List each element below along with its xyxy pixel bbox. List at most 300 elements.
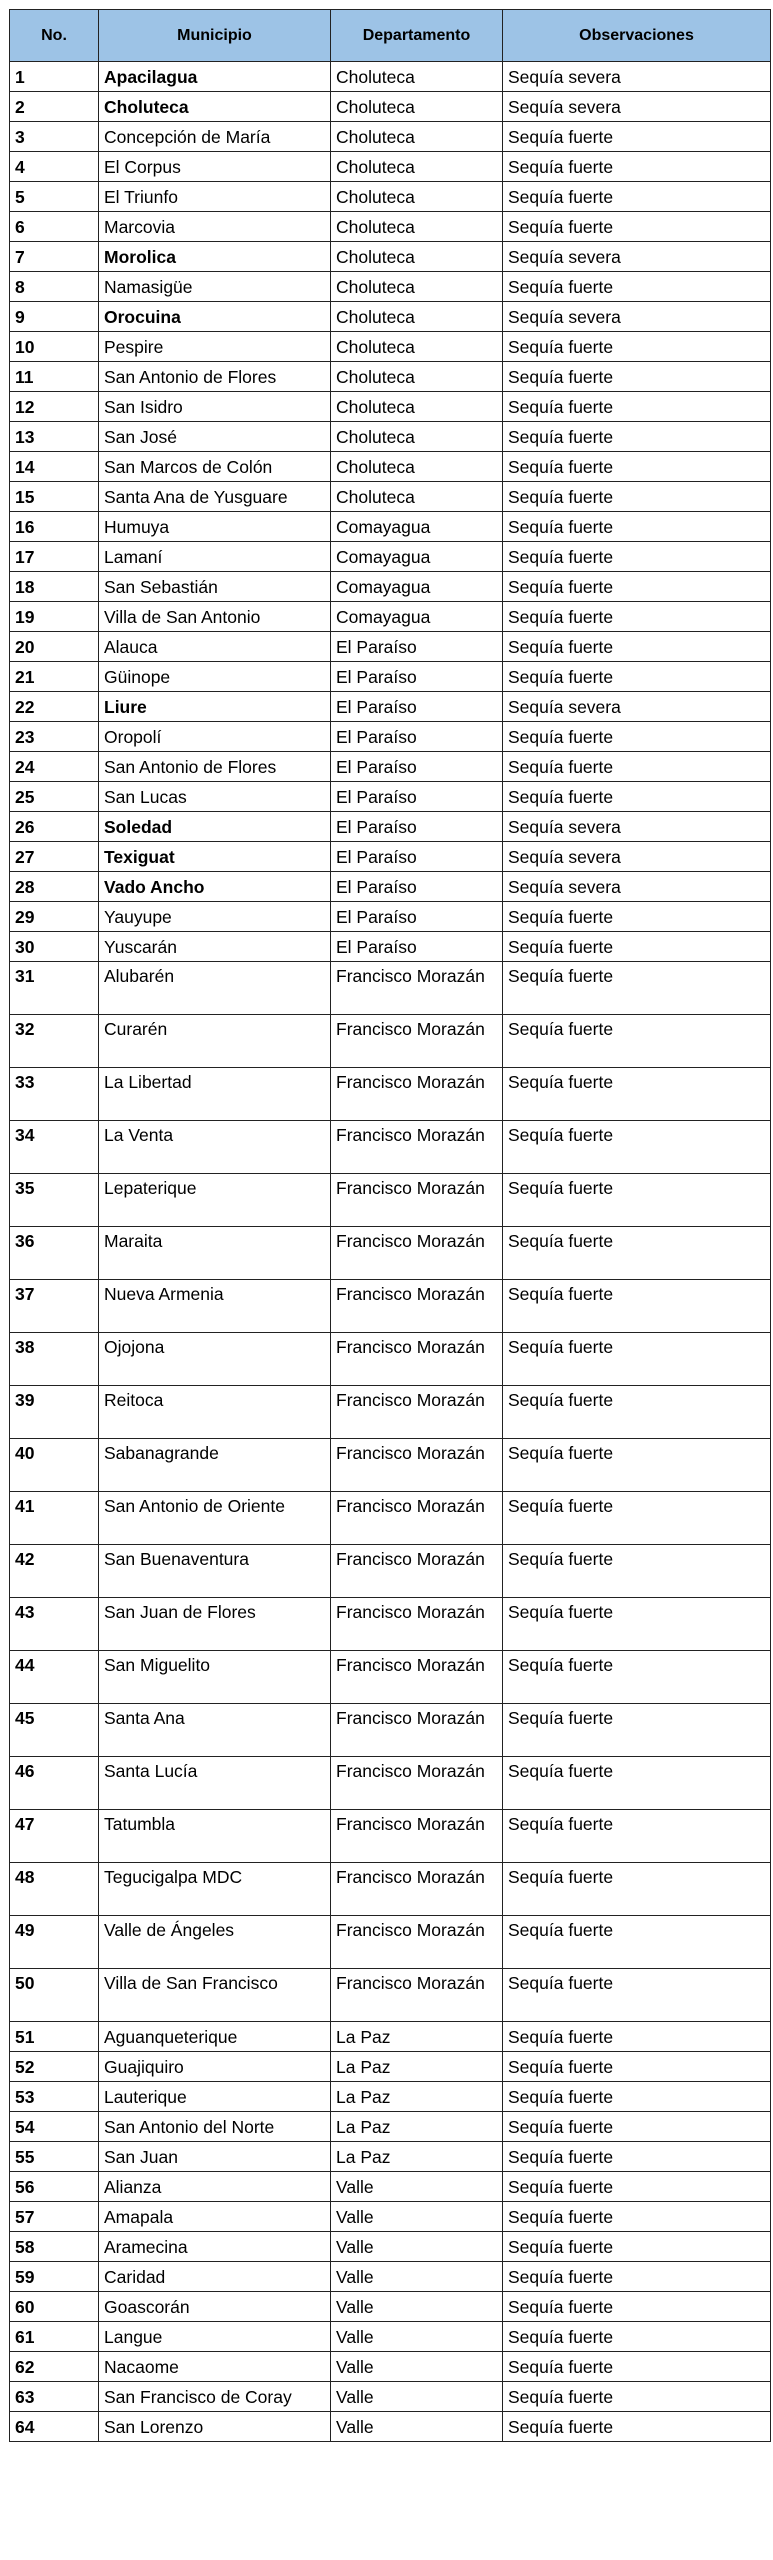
departamento-cell: Choluteca (331, 302, 503, 332)
observaciones-cell: Sequía fuerte (503, 332, 771, 362)
municipio-cell: Yuscarán (99, 932, 331, 962)
row-number: 62 (10, 2352, 99, 2382)
table-row (10, 2082, 771, 2112)
row-number: 2 (10, 92, 99, 122)
table-row (10, 2322, 771, 2352)
header-municipio: Municipio (99, 10, 331, 62)
municipio-cell: Marcovia (99, 212, 331, 242)
row-number: 21 (10, 662, 99, 692)
observaciones-cell: Sequía fuerte (503, 2382, 771, 2412)
table-row (10, 2262, 771, 2292)
row-number: 18 (10, 572, 99, 602)
observaciones-cell: Sequía fuerte (503, 2202, 771, 2232)
observaciones-cell: Sequía severa (503, 692, 771, 722)
municipio-cell: San Antonio de Flores (99, 362, 331, 392)
table-row (10, 1227, 771, 1280)
row-number: 37 (10, 1280, 99, 1333)
observaciones-cell: Sequía fuerte (503, 1651, 771, 1704)
observaciones-cell: Sequía fuerte (503, 362, 771, 392)
observaciones-cell: Sequía fuerte (503, 902, 771, 932)
header-observaciones: Observaciones (503, 10, 771, 62)
observaciones-cell: Sequía fuerte (503, 1015, 771, 1068)
table-row (10, 1386, 771, 1439)
observaciones-cell: Sequía fuerte (503, 932, 771, 962)
table-row (10, 1333, 771, 1386)
observaciones-cell: Sequía fuerte (503, 1280, 771, 1333)
row-number: 49 (10, 1916, 99, 1969)
observaciones-cell: Sequía fuerte (503, 2022, 771, 2052)
municipio-cell: El Corpus (99, 152, 331, 182)
row-number: 23 (10, 722, 99, 752)
table-row (10, 2382, 771, 2412)
row-number: 55 (10, 2142, 99, 2172)
observaciones-cell: Sequía fuerte (503, 2322, 771, 2352)
row-number: 5 (10, 182, 99, 212)
row-number: 31 (10, 962, 99, 1015)
observaciones-cell: Sequía severa (503, 842, 771, 872)
municipio-cell: Concepción de María (99, 122, 331, 152)
municipio-cell: Guajiquiro (99, 2052, 331, 2082)
departamento-cell: Francisco Morazán (331, 1810, 503, 1863)
observaciones-cell: Sequía severa (503, 242, 771, 272)
municipio-cell: Lauterique (99, 2082, 331, 2112)
row-number: 27 (10, 842, 99, 872)
table-row (10, 1863, 771, 1916)
table-row (10, 722, 771, 752)
municipio-cell: Vado Ancho (99, 872, 331, 902)
municipio-cell: San Buenaventura (99, 1545, 331, 1598)
row-number: 8 (10, 272, 99, 302)
observaciones-cell: Sequía fuerte (503, 152, 771, 182)
table-row (10, 2022, 771, 2052)
table-row (10, 542, 771, 572)
observaciones-cell: Sequía fuerte (503, 422, 771, 452)
observaciones-cell: Sequía fuerte (503, 1545, 771, 1598)
departamento-cell: Francisco Morazán (331, 1121, 503, 1174)
header-no: No. (10, 10, 99, 62)
municipio-cell: Nueva Armenia (99, 1280, 331, 1333)
municipio-cell: San Miguelito (99, 1651, 331, 1704)
municipio-cell: Valle de Ángeles (99, 1916, 331, 1969)
departamento-cell: Choluteca (331, 92, 503, 122)
municipio-cell: Morolica (99, 242, 331, 272)
table-row (10, 362, 771, 392)
table-row (10, 182, 771, 212)
departamento-cell: Choluteca (331, 362, 503, 392)
departamento-cell: Comayagua (331, 602, 503, 632)
table-row (10, 2172, 771, 2202)
table-row (10, 2352, 771, 2382)
table-row (10, 602, 771, 632)
observaciones-cell: Sequía fuerte (503, 2172, 771, 2202)
row-number: 22 (10, 692, 99, 722)
table-header (10, 10, 771, 62)
departamento-cell: Comayagua (331, 512, 503, 542)
table-row (10, 2112, 771, 2142)
observaciones-cell: Sequía fuerte (503, 1333, 771, 1386)
header-departamento: Departamento (331, 10, 503, 62)
observaciones-cell: Sequía fuerte (503, 272, 771, 302)
municipio-cell: San Lucas (99, 782, 331, 812)
row-number: 42 (10, 1545, 99, 1598)
municipio-cell: Aramecina (99, 2232, 331, 2262)
row-number: 29 (10, 902, 99, 932)
departamento-cell: Francisco Morazán (331, 1280, 503, 1333)
table-row (10, 1651, 771, 1704)
observaciones-cell: Sequía fuerte (503, 782, 771, 812)
municipio-cell: San Marcos de Colón (99, 452, 331, 482)
municipio-cell: San Francisco de Coray (99, 2382, 331, 2412)
observaciones-cell: Sequía fuerte (503, 572, 771, 602)
departamento-cell: Choluteca (331, 452, 503, 482)
municipio-cell: San Antonio de Flores (99, 752, 331, 782)
municipio-cell: Goascorán (99, 2292, 331, 2322)
municipio-cell: Santa Lucía (99, 1757, 331, 1810)
observaciones-cell: Sequía severa (503, 872, 771, 902)
table-row (10, 1492, 771, 1545)
departamento-cell: Choluteca (331, 62, 503, 92)
row-number: 64 (10, 2412, 99, 2442)
observaciones-cell: Sequía fuerte (503, 1068, 771, 1121)
observaciones-cell: Sequía fuerte (503, 602, 771, 632)
departamento-cell: Francisco Morazán (331, 1174, 503, 1227)
observaciones-cell: Sequía fuerte (503, 1174, 771, 1227)
municipio-cell: Reitoca (99, 1386, 331, 1439)
drought-municipalities-table (9, 9, 771, 2442)
municipio-cell: San Sebastián (99, 572, 331, 602)
departamento-cell: Valle (331, 2382, 503, 2412)
row-number: 51 (10, 2022, 99, 2052)
departamento-cell: La Paz (331, 2142, 503, 2172)
observaciones-cell: Sequía fuerte (503, 2262, 771, 2292)
municipio-cell: Apacilagua (99, 62, 331, 92)
municipio-cell: Oropolí (99, 722, 331, 752)
row-number: 13 (10, 422, 99, 452)
departamento-cell: Choluteca (331, 122, 503, 152)
observaciones-cell: Sequía fuerte (503, 632, 771, 662)
municipio-cell: Villa de San Francisco (99, 1969, 331, 2022)
departamento-cell: Francisco Morazán (331, 1333, 503, 1386)
observaciones-cell: Sequía fuerte (503, 2292, 771, 2322)
table-row (10, 1015, 771, 1068)
observaciones-cell: Sequía fuerte (503, 122, 771, 152)
table-row (10, 572, 771, 602)
table-row (10, 1757, 771, 1810)
row-number: 14 (10, 452, 99, 482)
row-number: 52 (10, 2052, 99, 2082)
row-number: 53 (10, 2082, 99, 2112)
row-number: 39 (10, 1386, 99, 1439)
observaciones-cell: Sequía fuerte (503, 1598, 771, 1651)
municipio-cell: Lepaterique (99, 1174, 331, 1227)
observaciones-cell: Sequía fuerte (503, 182, 771, 212)
row-number: 10 (10, 332, 99, 362)
departamento-cell: Choluteca (331, 332, 503, 362)
departamento-cell: El Paraíso (331, 902, 503, 932)
departamento-cell: El Paraíso (331, 872, 503, 902)
observaciones-cell: Sequía fuerte (503, 1916, 771, 1969)
table-row (10, 242, 771, 272)
table-row (10, 632, 771, 662)
departamento-cell: Francisco Morazán (331, 1545, 503, 1598)
observaciones-cell: Sequía fuerte (503, 1969, 771, 2022)
table-row (10, 1916, 771, 1969)
departamento-cell: Francisco Morazán (331, 1386, 503, 1439)
observaciones-cell: Sequía fuerte (503, 1492, 771, 1545)
observaciones-cell: Sequía fuerte (503, 1757, 771, 1810)
table-row (10, 1810, 771, 1863)
departamento-cell: Francisco Morazán (331, 1969, 503, 2022)
departamento-cell: Valle (331, 2292, 503, 2322)
municipio-cell: Langue (99, 2322, 331, 2352)
municipio-cell: Alauca (99, 632, 331, 662)
row-number: 44 (10, 1651, 99, 1704)
municipio-cell: La Venta (99, 1121, 331, 1174)
observaciones-cell: Sequía fuerte (503, 1810, 771, 1863)
departamento-cell: Francisco Morazán (331, 1439, 503, 1492)
table-row (10, 2412, 771, 2442)
municipio-cell: Alianza (99, 2172, 331, 2202)
observaciones-cell: Sequía fuerte (503, 392, 771, 422)
observaciones-cell: Sequía fuerte (503, 1439, 771, 1492)
departamento-cell: Francisco Morazán (331, 1492, 503, 1545)
departamento-cell: Francisco Morazán (331, 1757, 503, 1810)
departamento-cell: La Paz (331, 2052, 503, 2082)
observaciones-cell: Sequía fuerte (503, 2142, 771, 2172)
table-row (10, 1598, 771, 1651)
row-number: 24 (10, 752, 99, 782)
departamento-cell: El Paraíso (331, 842, 503, 872)
municipio-cell: San Lorenzo (99, 2412, 331, 2442)
departamento-cell: Francisco Morazán (331, 1227, 503, 1280)
row-number: 57 (10, 2202, 99, 2232)
departamento-cell: Valle (331, 2352, 503, 2382)
row-number: 45 (10, 1704, 99, 1757)
municipio-cell: Sabanagrande (99, 1439, 331, 1492)
municipio-cell: Choluteca (99, 92, 331, 122)
row-number: 60 (10, 2292, 99, 2322)
departamento-cell: Choluteca (331, 212, 503, 242)
municipio-cell: Santa Ana de Yusguare (99, 482, 331, 512)
municipio-cell: Nacaome (99, 2352, 331, 2382)
row-number: 36 (10, 1227, 99, 1280)
table-row (10, 122, 771, 152)
header-row (10, 10, 771, 62)
departamento-cell: La Paz (331, 2022, 503, 2052)
municipio-cell: Maraita (99, 1227, 331, 1280)
departamento-cell: La Paz (331, 2112, 503, 2142)
row-number: 20 (10, 632, 99, 662)
municipio-cell: San Juan de Flores (99, 1598, 331, 1651)
municipio-cell: Lamaní (99, 542, 331, 572)
observaciones-cell: Sequía fuerte (503, 512, 771, 542)
departamento-cell: Francisco Morazán (331, 1863, 503, 1916)
observaciones-cell: Sequía fuerte (503, 752, 771, 782)
departamento-cell: Choluteca (331, 152, 503, 182)
observaciones-cell: Sequía severa (503, 812, 771, 842)
table-row (10, 782, 771, 812)
row-number: 19 (10, 602, 99, 632)
table-row (10, 302, 771, 332)
row-number: 6 (10, 212, 99, 242)
departamento-cell: El Paraíso (331, 662, 503, 692)
row-number: 3 (10, 122, 99, 152)
observaciones-cell: Sequía fuerte (503, 2082, 771, 2112)
departamento-cell: Francisco Morazán (331, 1068, 503, 1121)
municipio-cell: La Libertad (99, 1068, 331, 1121)
table-row (10, 812, 771, 842)
departamento-cell: El Paraíso (331, 722, 503, 752)
municipio-cell: Tegucigalpa MDC (99, 1863, 331, 1916)
table-row (10, 2202, 771, 2232)
table-row (10, 2292, 771, 2322)
departamento-cell: Francisco Morazán (331, 1651, 503, 1704)
observaciones-cell: Sequía fuerte (503, 2412, 771, 2442)
observaciones-cell: Sequía fuerte (503, 1704, 771, 1757)
municipio-cell: Curarén (99, 1015, 331, 1068)
departamento-cell: Choluteca (331, 242, 503, 272)
municipio-cell: Alubarén (99, 962, 331, 1015)
departamento-cell: El Paraíso (331, 752, 503, 782)
municipio-cell: San Antonio del Norte (99, 2112, 331, 2142)
table-row (10, 1439, 771, 1492)
departamento-cell: Francisco Morazán (331, 1015, 503, 1068)
table-row (10, 212, 771, 242)
observaciones-cell: Sequía fuerte (503, 1121, 771, 1174)
row-number: 61 (10, 2322, 99, 2352)
row-number: 25 (10, 782, 99, 812)
municipio-cell: Liure (99, 692, 331, 722)
row-number: 38 (10, 1333, 99, 1386)
table-row (10, 1704, 771, 1757)
row-number: 16 (10, 512, 99, 542)
table-row (10, 62, 771, 92)
table-row (10, 272, 771, 302)
table-row (10, 1174, 771, 1227)
departamento-cell: Comayagua (331, 542, 503, 572)
table-row (10, 692, 771, 722)
table-row (10, 92, 771, 122)
departamento-cell: Valle (331, 2202, 503, 2232)
observaciones-cell: Sequía fuerte (503, 962, 771, 1015)
observaciones-cell: Sequía fuerte (503, 452, 771, 482)
table-row (10, 452, 771, 482)
table-row (10, 2232, 771, 2262)
municipio-cell: Namasigüe (99, 272, 331, 302)
observaciones-cell: Sequía fuerte (503, 482, 771, 512)
observaciones-cell: Sequía fuerte (503, 1227, 771, 1280)
row-number: 26 (10, 812, 99, 842)
municipio-cell: Orocuina (99, 302, 331, 332)
departamento-cell: La Paz (331, 2082, 503, 2112)
observaciones-cell: Sequía fuerte (503, 2232, 771, 2262)
observaciones-cell: Sequía severa (503, 62, 771, 92)
row-number: 28 (10, 872, 99, 902)
table-row (10, 1121, 771, 1174)
row-number: 4 (10, 152, 99, 182)
municipio-cell: Humuya (99, 512, 331, 542)
departamento-cell: Francisco Morazán (331, 962, 503, 1015)
observaciones-cell: Sequía fuerte (503, 722, 771, 752)
municipio-cell: San Isidro (99, 392, 331, 422)
row-number: 9 (10, 302, 99, 332)
observaciones-cell: Sequía fuerte (503, 212, 771, 242)
observaciones-cell: Sequía fuerte (503, 2352, 771, 2382)
departamento-cell: El Paraíso (331, 632, 503, 662)
municipio-cell: San José (99, 422, 331, 452)
table-row (10, 482, 771, 512)
table-row (10, 842, 771, 872)
municipio-cell: Caridad (99, 2262, 331, 2292)
municipio-cell: Amapala (99, 2202, 331, 2232)
table-row (10, 2052, 771, 2082)
municipio-cell: Güinope (99, 662, 331, 692)
table-row (10, 932, 771, 962)
row-number: 12 (10, 392, 99, 422)
municipio-cell: Villa de San Antonio (99, 602, 331, 632)
row-number: 30 (10, 932, 99, 962)
row-number: 33 (10, 1068, 99, 1121)
table-row (10, 752, 771, 782)
municipio-cell: San Antonio de Oriente (99, 1492, 331, 1545)
table-row (10, 152, 771, 182)
observaciones-cell: Sequía fuerte (503, 542, 771, 572)
municipio-cell: Aguanqueterique (99, 2022, 331, 2052)
row-number: 7 (10, 242, 99, 272)
departamento-cell: Choluteca (331, 422, 503, 452)
departamento-cell: Valle (331, 2412, 503, 2442)
row-number: 35 (10, 1174, 99, 1227)
row-number: 17 (10, 542, 99, 572)
observaciones-cell: Sequía fuerte (503, 1863, 771, 1916)
row-number: 46 (10, 1757, 99, 1810)
departamento-cell: Francisco Morazán (331, 1598, 503, 1651)
departamento-cell: Comayagua (331, 572, 503, 602)
row-number: 63 (10, 2382, 99, 2412)
row-number: 40 (10, 1439, 99, 1492)
table-row (10, 872, 771, 902)
table-row (10, 1280, 771, 1333)
row-number: 41 (10, 1492, 99, 1545)
departamento-cell: Francisco Morazán (331, 1916, 503, 1969)
row-number: 50 (10, 1969, 99, 2022)
departamento-cell: El Paraíso (331, 932, 503, 962)
row-number: 54 (10, 2112, 99, 2142)
departamento-cell: Choluteca (331, 482, 503, 512)
table-row (10, 392, 771, 422)
table-row (10, 662, 771, 692)
municipio-cell: Yauyupe (99, 902, 331, 932)
table-row (10, 962, 771, 1015)
row-number: 58 (10, 2232, 99, 2262)
row-number: 48 (10, 1863, 99, 1916)
row-number: 59 (10, 2262, 99, 2292)
departamento-cell: El Paraíso (331, 782, 503, 812)
departamento-cell: Valle (331, 2172, 503, 2202)
row-number: 47 (10, 1810, 99, 1863)
departamento-cell: Valle (331, 2232, 503, 2262)
departamento-cell: Francisco Morazán (331, 1704, 503, 1757)
municipio-cell: San Juan (99, 2142, 331, 2172)
table-row (10, 1068, 771, 1121)
departamento-cell: Valle (331, 2262, 503, 2292)
table-row (10, 902, 771, 932)
table-body (10, 62, 771, 2442)
row-number: 56 (10, 2172, 99, 2202)
table-row (10, 512, 771, 542)
table-row (10, 1969, 771, 2022)
row-number: 15 (10, 482, 99, 512)
